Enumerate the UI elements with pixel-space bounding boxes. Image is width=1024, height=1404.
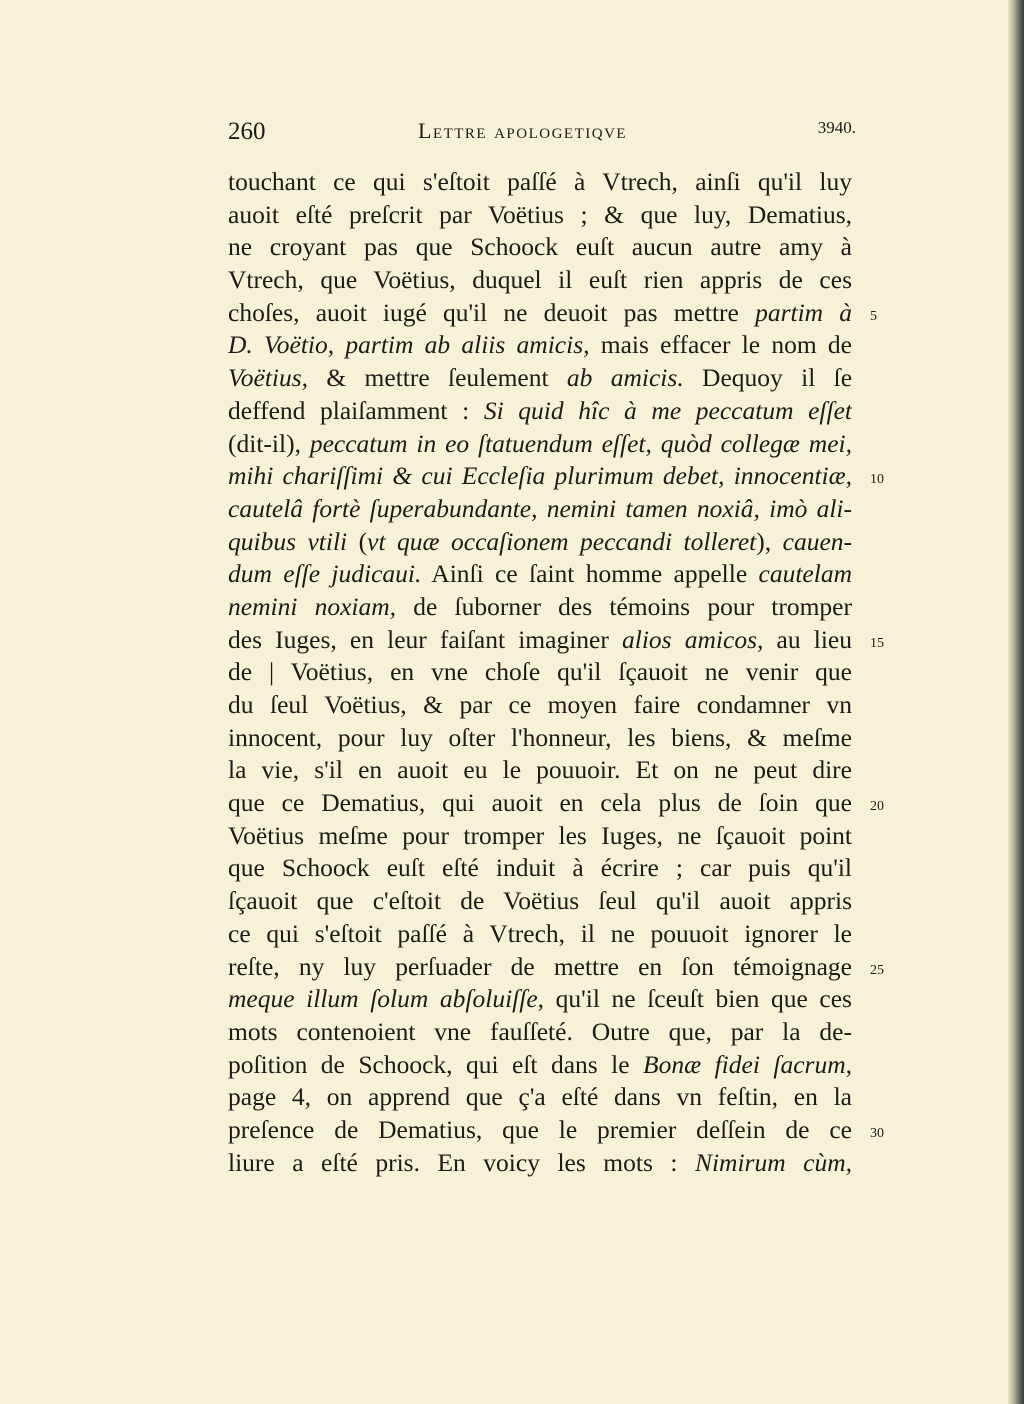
text-line bbox=[228, 166, 852, 199]
italic-text: peccatum in eo ſtatuendum eſſet, quòd collegæ mei, bbox=[309, 428, 852, 458]
line-number: 10 bbox=[870, 472, 884, 488]
text-line bbox=[228, 1049, 852, 1082]
line-number: 25 bbox=[870, 962, 884, 978]
text-line bbox=[228, 885, 852, 918]
text-segment: Ainſi ce ſaint homme appelle bbox=[421, 559, 759, 589]
text-segment: ), bbox=[756, 526, 783, 556]
text-line bbox=[228, 526, 852, 559]
line-number bbox=[870, 264, 910, 297]
text-segment: Voëtius meſme pour tromper les Iuges, ne ſçauoit point bbox=[228, 820, 852, 850]
text-segment: auoit eſté preſcrit par Voëtius ; & que luy, Dematius, bbox=[228, 199, 852, 229]
text-segment: choſes, auoit iugé qu'il ne deuoit pas mettre bbox=[228, 297, 756, 327]
italic-text: dum eſſe judicaui. bbox=[228, 559, 422, 589]
italic-text: Si quid hîc à me peccatum eſſet bbox=[483, 395, 852, 425]
italic-text: Bonæ fidei ſacrum, bbox=[643, 1049, 852, 1079]
line-number bbox=[870, 852, 910, 885]
text-segment: reſte, ny luy perſuader de mettre en ſon témoignage bbox=[228, 951, 852, 981]
text-line bbox=[228, 983, 852, 1016]
italic-text: alios amicos, bbox=[622, 624, 764, 654]
text-line bbox=[228, 428, 852, 461]
text-segment: (dit-il), bbox=[228, 428, 310, 458]
line-number bbox=[870, 1049, 910, 1082]
text-segment: ne croyant pas que Schoock euſt aucun autre amy à bbox=[228, 232, 852, 262]
body-text bbox=[228, 166, 852, 1179]
text-segment: deffend plaiſamment : bbox=[228, 395, 484, 425]
text-line bbox=[228, 722, 852, 755]
line-number bbox=[870, 395, 910, 428]
text-segment: mais effacer le nom de bbox=[589, 330, 852, 360]
text-segment: mots contenoient vne fauſſeté. Outre que, par la de- bbox=[228, 1016, 852, 1046]
text-segment: qu'il ne ſceuſt bien que ces bbox=[544, 984, 852, 1014]
text-line bbox=[228, 199, 852, 232]
text-segment: preſence de Dematius, que le premier deſſein de ce bbox=[228, 1114, 852, 1144]
line-number bbox=[870, 1081, 910, 1114]
italic-text: ab amicis. bbox=[566, 363, 684, 393]
line-number bbox=[870, 166, 910, 199]
text-line bbox=[228, 1114, 852, 1147]
reference-number: 3940. bbox=[817, 118, 856, 137]
text-line bbox=[228, 362, 852, 395]
line-number: 15 bbox=[870, 635, 884, 651]
italic-text: meque illum ſolum abſoluiſſe, bbox=[228, 984, 545, 1014]
italic-text: nemini noxiam, bbox=[228, 591, 397, 621]
text-line bbox=[228, 787, 852, 820]
line-number-margin bbox=[870, 166, 910, 1179]
line-number: 5 bbox=[870, 308, 877, 324]
line-number bbox=[870, 199, 910, 232]
line-number bbox=[870, 754, 910, 787]
text-segment: touchant ce qui s'eſtoit paſſé à Vtrech, ainſi qu'il luy bbox=[228, 167, 852, 196]
text-segment: ( bbox=[347, 526, 368, 556]
italic-text: mihi chariſſimi & cui Eccleſia plurimum debet, innocentiæ, bbox=[228, 461, 852, 491]
text-line bbox=[228, 656, 852, 689]
text-line bbox=[228, 231, 852, 264]
line-number bbox=[870, 983, 910, 1016]
text-segment: la vie, s'il en auoit eu le pouuoir. Et on ne peut dire bbox=[228, 755, 852, 785]
text-segment: au lieu bbox=[763, 624, 852, 654]
text-segment: Vtrech, que Voëtius, duquel il euſt rien appris de ces bbox=[228, 265, 852, 295]
italic-text: Nimirum cùm, bbox=[694, 1147, 852, 1177]
text-line bbox=[228, 754, 852, 787]
text-line bbox=[228, 852, 852, 885]
line-number bbox=[870, 558, 910, 591]
text-line bbox=[228, 1016, 852, 1049]
line-number bbox=[870, 231, 910, 264]
text-line bbox=[228, 460, 852, 493]
line-number bbox=[870, 493, 910, 526]
line-number: 20 bbox=[870, 799, 884, 815]
text-line bbox=[228, 820, 852, 853]
line-number bbox=[870, 885, 910, 918]
line-number bbox=[870, 918, 910, 951]
text-line bbox=[228, 297, 852, 330]
text-segment: ce qui s'eſtoit paſſé à Vtrech, il ne pouuoit ignorer le bbox=[228, 918, 852, 948]
line-number bbox=[870, 526, 910, 559]
text-segment: page 4, on apprend que ç'a eſté dans vn feſtin, en la bbox=[228, 1082, 852, 1112]
italic-text: cauen- bbox=[782, 526, 852, 556]
text-segment: que Schoock euſt eſté induit à écrire ; car puis qu'il bbox=[228, 853, 852, 883]
text-segment: Dequoy il ſe bbox=[683, 363, 852, 393]
page-number: 260 bbox=[228, 118, 266, 145]
text-segment: de ſuborner des témoins pour tromper bbox=[396, 591, 852, 621]
italic-text: vt quæ occaſionem peccandi tolleret bbox=[367, 526, 757, 556]
line-number bbox=[870, 722, 910, 755]
line-number bbox=[870, 1016, 910, 1049]
text-line bbox=[228, 395, 852, 428]
text-line bbox=[228, 951, 852, 984]
text-segment: poſition de Schoock, qui eſt dans le bbox=[228, 1049, 644, 1079]
italic-text: partim à bbox=[755, 297, 852, 327]
line-number bbox=[870, 362, 910, 395]
running-header bbox=[228, 118, 856, 158]
line-number: 30 bbox=[870, 1125, 884, 1141]
running-title: Lettre apologetiqve bbox=[418, 118, 628, 143]
page-edge-shadow bbox=[1008, 0, 1024, 1404]
text-line bbox=[228, 918, 852, 951]
line-number bbox=[870, 428, 910, 461]
line-number bbox=[870, 591, 910, 624]
text-segment: que ce Dematius, qui auoit en cela plus de ſoin que bbox=[228, 788, 852, 818]
italic-text: cautelam bbox=[758, 559, 852, 589]
text-segment: & mettre ſeulement bbox=[308, 363, 567, 393]
text-line bbox=[228, 591, 852, 624]
line-number bbox=[870, 689, 910, 722]
line-number bbox=[870, 656, 910, 689]
text-line bbox=[228, 264, 852, 297]
italic-text: Voëtius, bbox=[228, 363, 309, 393]
italic-text: quibus vtili bbox=[228, 526, 348, 556]
text-line bbox=[228, 624, 852, 657]
line-number bbox=[870, 329, 910, 362]
text-line bbox=[228, 1081, 852, 1114]
text-segment: des Iuges, en leur faiſant imaginer bbox=[228, 624, 623, 654]
text-line bbox=[228, 558, 852, 591]
line-number bbox=[870, 820, 910, 853]
italic-text: D. Voëtio, partim ab aliis amicis, bbox=[228, 330, 590, 360]
text-segment: liure a eſté pris. En voicy les mots : bbox=[228, 1147, 695, 1177]
line-number bbox=[870, 1147, 910, 1180]
text-segment: de | Voëtius, en vne choſe qu'il ſçauoit ne venir que bbox=[228, 657, 852, 687]
italic-text: cautelâ fortè ſuperabundante, nemini tamen noxiâ, imò ali- bbox=[228, 493, 852, 523]
text-line bbox=[228, 329, 852, 362]
text-segment: ſçauoit que c'eſtoit de Voëtius ſeul qu'il auoit appris bbox=[228, 886, 852, 916]
text-line bbox=[228, 493, 852, 526]
text-line bbox=[228, 1147, 852, 1180]
text-line bbox=[228, 689, 852, 722]
text-segment: innocent, pour luy oſter l'honneur, les biens, & meſme bbox=[228, 722, 852, 752]
text-segment: du ſeul Voëtius, & par ce moyen faire condamner vn bbox=[228, 690, 852, 719]
